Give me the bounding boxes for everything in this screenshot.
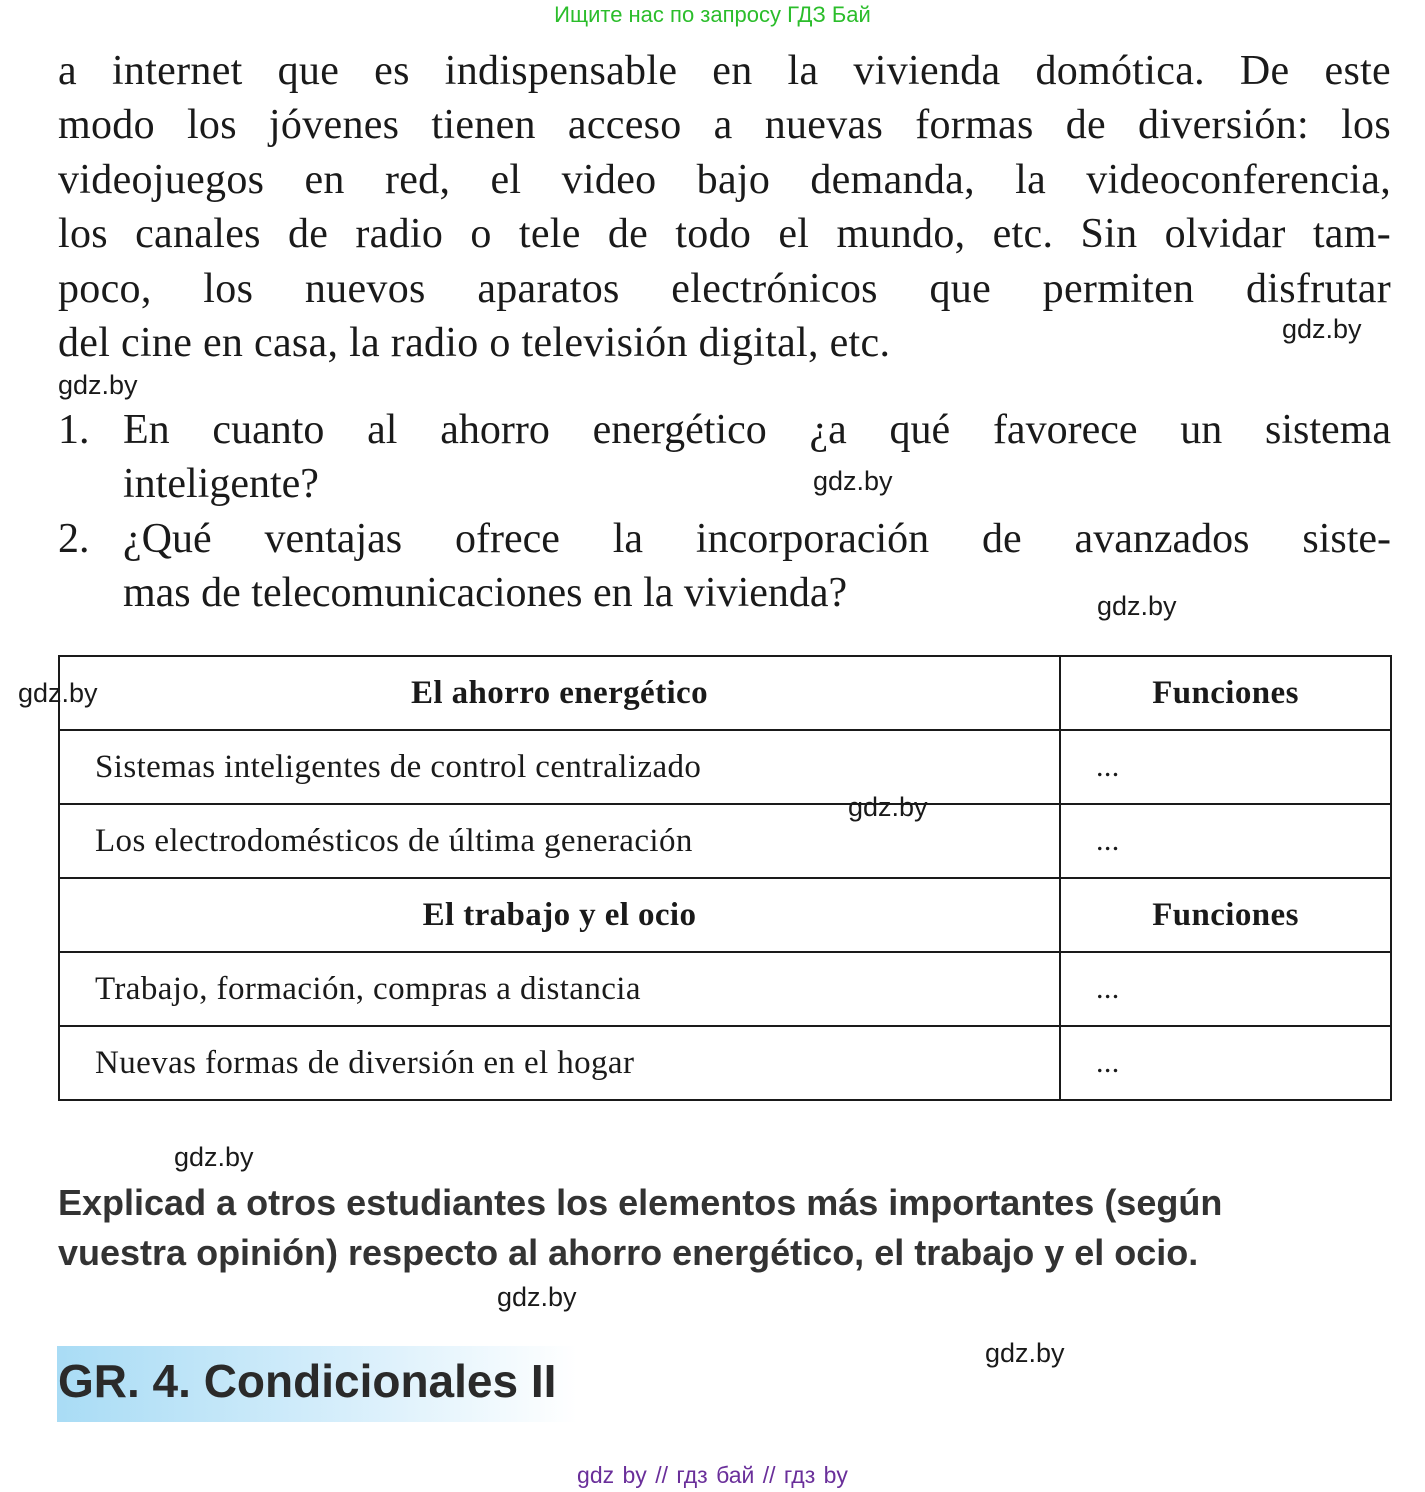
- table-cell: ...: [1060, 1026, 1391, 1100]
- watermark: gdz.by: [1097, 591, 1177, 621]
- paragraph-line: modo los jóvenes tienen acceso a nuevas formas de diversión: los: [58, 102, 1391, 149]
- table-header-cell: Funciones: [1060, 878, 1391, 952]
- question-line: inteligente?: [123, 461, 319, 507]
- table-header-row: [59, 878, 1391, 952]
- search-banner: Ищите нас по запросу ГДЗ Бай: [554, 2, 871, 27]
- table-row: [59, 730, 1391, 804]
- table-header-cell: El trabajo y el ocio: [59, 878, 1060, 952]
- task-line: vuestra opinión) respecto al ahorro energético, el trabajo y el ocio.: [58, 1232, 1199, 1273]
- table-cell: Sistemas inteligentes de control centralizado: [59, 730, 1060, 804]
- table-header-cell: Funciones: [1060, 656, 1391, 730]
- paragraph-line: del cine en casa, la radio o televisión digital, etc.: [58, 320, 891, 367]
- question-number: 1.: [58, 407, 90, 453]
- question-line: ¿Qué ventajas ofrece la incorporación de avanzados siste-: [123, 516, 1391, 562]
- table-cell: Trabajo, formación, compras a distancia: [59, 952, 1060, 1026]
- watermark: gdz.by: [18, 678, 98, 708]
- question-number: 2.: [58, 516, 90, 562]
- watermark: gdz.by: [497, 1282, 577, 1312]
- table-header-row: [59, 656, 1391, 730]
- watermark: gdz.by: [58, 370, 138, 400]
- table-row: [59, 804, 1391, 878]
- table-header-cell: El ahorro energético: [59, 656, 1060, 730]
- watermark: gdz.by: [813, 466, 893, 496]
- watermark: gdz.by: [174, 1142, 254, 1172]
- paragraph-line: poco, los nuevos aparatos electrónicos que permiten disfrutar: [58, 265, 1391, 312]
- table-row: [59, 1026, 1391, 1100]
- paragraph-line: a internet que es indispensable en la vivienda domótica. De este: [58, 48, 1391, 94]
- question-line: En cuanto al ahorro energético ¿a qué favorece un sistema: [123, 407, 1391, 453]
- watermark: gdz.by: [985, 1338, 1065, 1368]
- section-title: GR. 4. Condicionales II: [58, 1355, 557, 1407]
- table-row: [59, 952, 1391, 1026]
- table-cell: Nuevas formas de diversión en el hogar: [59, 1026, 1060, 1100]
- table-cell: ...: [1060, 804, 1391, 878]
- functions-table: [58, 655, 1392, 1101]
- table-cell: ...: [1060, 952, 1391, 1026]
- footer-links: gdz by // гдз бай // гдз by: [577, 1462, 848, 1488]
- table-cell: Los electrodomésticos de última generación: [59, 804, 1060, 878]
- watermark: gdz.by: [1282, 314, 1362, 344]
- paragraph-line: videojuegos en red, el video bajo demanda, la videoconferencia,: [58, 156, 1391, 203]
- task-line: Explicad a otros estudiantes los elementos más importantes (según: [58, 1182, 1223, 1223]
- paragraph-line: los canales de radio o tele de todo el mundo, etc. Sin olvidar tam-: [58, 211, 1391, 258]
- task-instruction: [58, 1178, 1398, 1278]
- watermark: gdz.by: [848, 792, 928, 822]
- table-cell: ...: [1060, 730, 1391, 804]
- body-paragraph: [58, 44, 1391, 370]
- question-line: mas de telecomunicaciones en la vivienda?: [123, 570, 848, 616]
